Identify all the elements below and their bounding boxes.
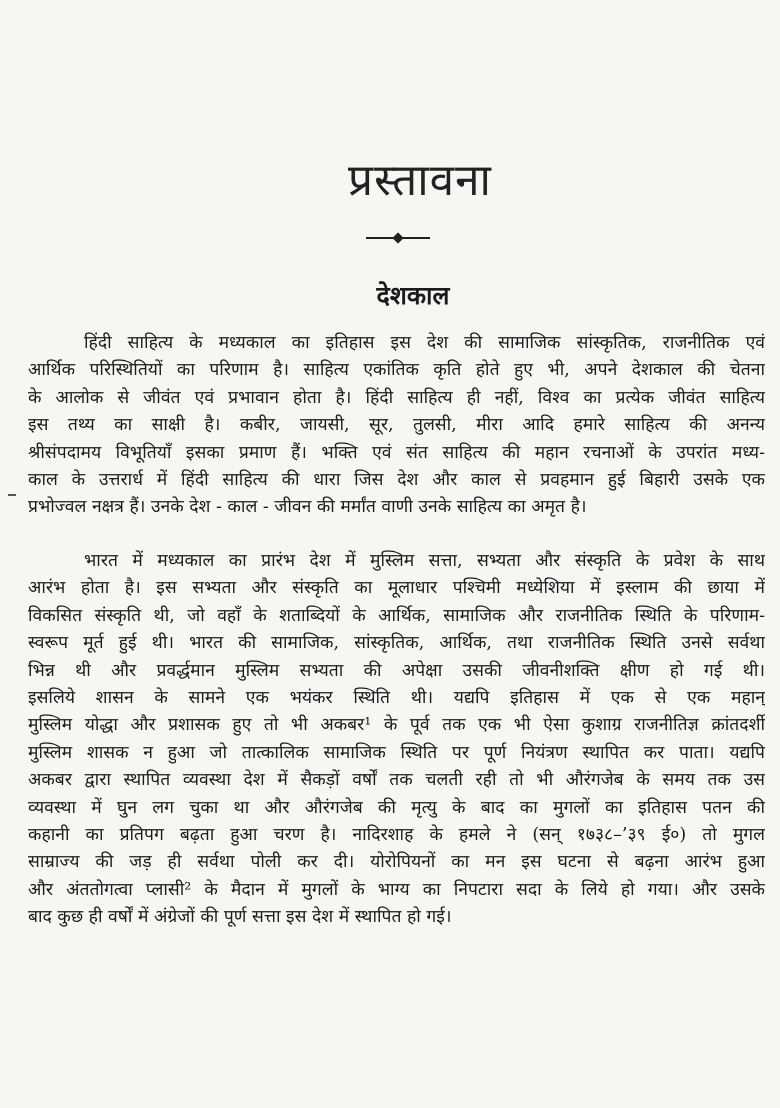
text-line: इसलिये शासन के सामने एक भयंकर स्थिति थी। यद्यपि इतिहास में एक से एक महान् (28, 687, 765, 708)
text-line: साम्राज्य की जड़ ही सर्वथा पोली कर दी। योरोपियनों का मन इस घटना से बढ़ना आरंभ हुआ (28, 852, 765, 873)
text-line: काल के उत्तरार्ध में हिंदी साहित्य की धारा जिस देश और काल से प्रवहमान हुई बिहारी उसके एक (28, 469, 765, 490)
text-line: व्यवस्था में घुन लग चुका था और औरंगजेब की मृत्यु के बाद का मुगलों का इतिहास पतन की (28, 797, 765, 818)
text-line: प्रभोज्वल नक्षत्र हैं। उनके देश - काल - जीवन की मर्मांत वाणी उनके साहित्य का अमृत है। (28, 497, 587, 518)
text-line: हिंदी साहित्य के मध्यकाल का इतिहास इस देश की सामाजिक सांस्कृतिक, राजनीतिक एवं (84, 333, 765, 353)
text-line: भिन्न थी और प्रवर्द्धमान मुस्लिम सभ्यता की अपेक्षा उसकी जीवनीशक्ति क्षीण हो गई थी। (28, 660, 765, 681)
text-line: भारत में मध्यकाल का प्रारंभ देश में मुस्लिम सत्ता, सभ्यता और संस्कृति के प्रवेश के साथ (84, 551, 765, 571)
title-divider-ornament (366, 237, 430, 239)
text-line: मुस्लिम शासक न हुआ जो तात्कालिक सामाजिक स्थिति पर पूर्ण नियंत्रण स्थापित कर पाता। यद्यपि (28, 742, 765, 763)
text-line: बाद कुछ ही वर्षों में अंग्रेजों की पूर्ण सत्ता इस देश में स्थापित हो गई। (28, 907, 452, 928)
margin-mark (8, 494, 16, 496)
section-heading: देशकाल (376, 281, 450, 310)
text-line: कहानी का प्रतिपग बढ़ता हुआ चरण है। नादिरशाह के हमले ने (सन् १७३८–’३९ ई०) तो मुगल (28, 824, 765, 845)
text-line: और अंततोगत्वा प्लासी² के मैदान में मुगलों के भाग्य का निपटारा सदा के लिये हो गया। और उसके (28, 879, 765, 900)
text-line: इस तथ्य का साक्षी है। कबीर, जायसी, सूर, तुलसी, मीरा आदि हमारे साहित्य की अनन्य (28, 415, 765, 436)
text-line: अकबर द्वारा स्थापित व्यवस्था देश में सैकड़ों वर्षों तक चलती रही तो भी औरंगजेब के समय तक उस (28, 770, 765, 791)
text-line: स्वरूप मूर्त हुई थी। भारत की सामाजिक, सांस्कृतिक, आर्थिक, तथा राजनीतिक स्थिति उनसे सर्वथा (28, 633, 765, 654)
paragraph-1 (28, 330, 765, 522)
text-line: श्रीसंपदामय विभूतियाँ इसका प्रमाण हैं। भक्ति एवं संत साहित्य की महान रचनाओं के उपरांत मध्य- (28, 442, 765, 463)
text-line: विकसित संस्कृति थी, जो वहाँ के शताब्दियों के आर्थिक, सामाजिक और राजनीतिक स्थिति के परिणाम- (28, 605, 765, 626)
text-line: मुस्लिम योद्धा और प्रशासक हुए तो भी अकबर¹ के पूर्व तक एक भी ऐसा कुशाग्र राजनीतिज्ञ क्रांतदर्शी (28, 715, 765, 736)
page-title: प्रस्तावना (348, 155, 492, 206)
text-line: आर्थिक परिस्थितियों का परिणाम है। साहित्य एकांतिक कृति होते हुए भी, अपने देशकाल की चेतना (28, 360, 765, 381)
text-line: के आलोक से जीवंत एवं प्रभावान होता है। हिंदी साहित्य ही नहीं, विश्व का प्रत्येक जीवंत साहित्य (28, 387, 765, 408)
paragraph-2 (28, 548, 765, 931)
text-line: आरंभ होता है। इस सभ्यता और संस्कृति का मूलाधार पश्चिमी मध्येशिया में इस्लाम की छाया में (28, 578, 765, 599)
